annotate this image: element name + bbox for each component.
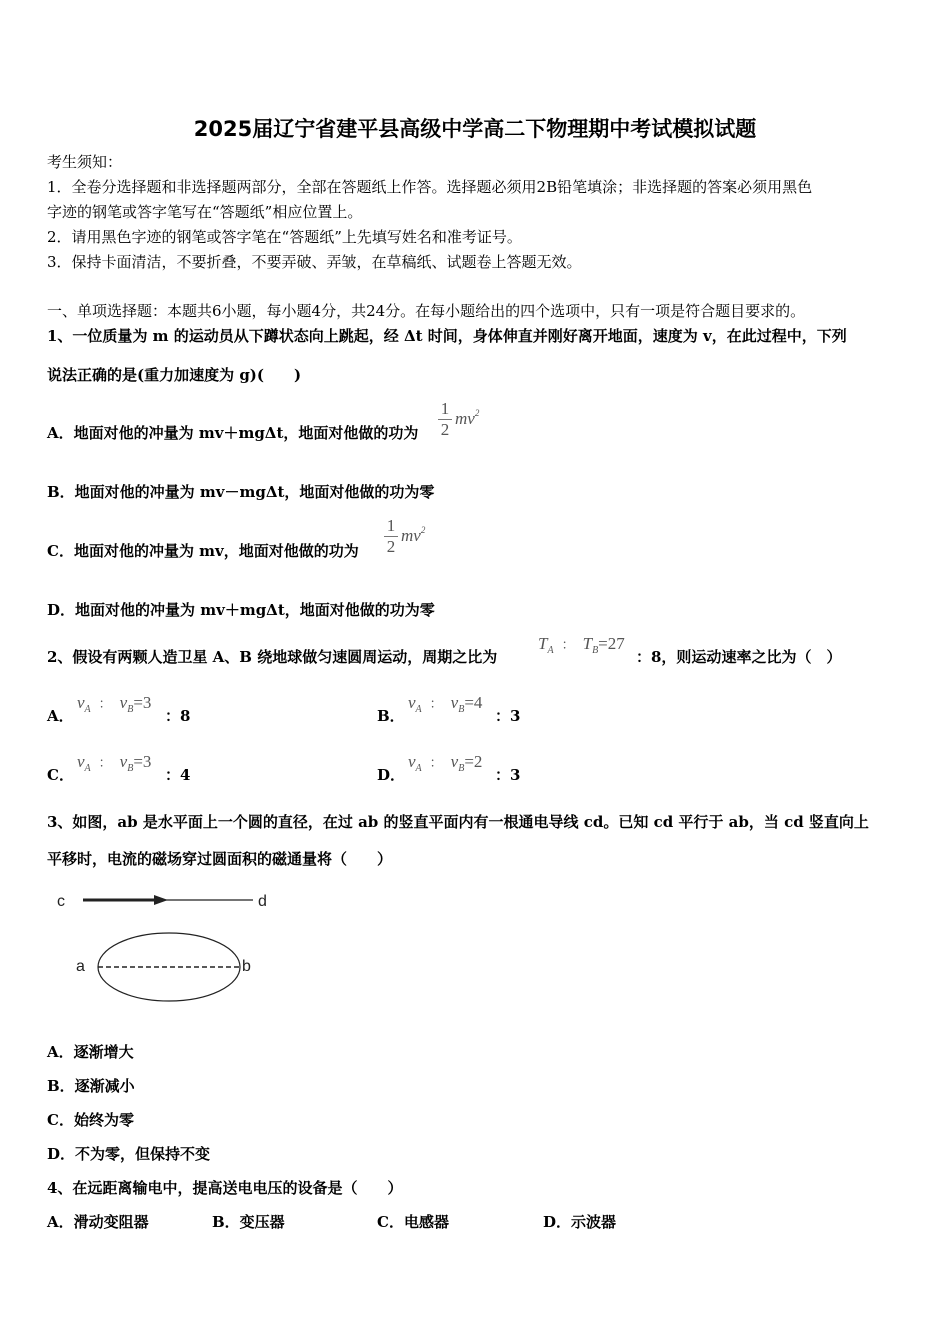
q3-option-d: D．不为零，但保持不变 xyxy=(47,1145,211,1163)
q2-option-d-tail: ：3 xyxy=(495,766,521,784)
page-title: 2025届辽宁省建平县高级中学高二下物理期中考试模拟试题 xyxy=(193,117,757,141)
q2-option-c-letter: C． xyxy=(47,766,74,784)
q3-option-c: C．始终为零 xyxy=(47,1111,134,1129)
q2-option-c-tail: ：4 xyxy=(165,766,191,784)
q1-option-c-expression: $mv^2$ xyxy=(401,525,426,545)
q4-option-c: C．电感器 xyxy=(377,1213,449,1231)
q3-option-a: A．逐渐增大 xyxy=(47,1043,134,1061)
q1-option-c: C．地面对他的冲量为 mv，地面对他做的功为 xyxy=(47,542,359,560)
q3-figure xyxy=(50,885,290,1010)
q1-option-c-fraction: 1 2 xyxy=(384,517,398,556)
q4-option-b: B．变压器 xyxy=(212,1213,285,1231)
q1-option-a-expression: $mv^2$ xyxy=(455,408,480,428)
q1-option-a: A．地面对他的冲量为 mv＋mgΔt，地面对他做的功为 xyxy=(47,424,419,442)
q4-option-d: D．示波器 xyxy=(543,1213,617,1231)
notice-item-1-line-1: 1．全卷分选择题和非选择题两部分，全部在答题纸上作答。选择题必须用2B铅笔填涂；非选择题的答案必须用黑色 xyxy=(47,178,813,196)
q2-option-a-tail: ：8 xyxy=(165,707,191,725)
notice-item-1-line-2: 字迹的钢笔或答字笔写在“答题纸”相应位置上。 xyxy=(47,203,363,221)
q2-option-a-ratio: $v_A$ ： $v_B=3$ xyxy=(77,693,152,715)
section-heading: 一、单项选择题：本题共6小题，每小题4分，共24分。在每小题给出的四个选项中，只有一项是符合题目要求的。 xyxy=(47,302,806,320)
q1-stem-line-2: 说法正确的是(重力加速度为 g)( ) xyxy=(47,366,302,384)
q3-stem-line-2: 平移时，电流的磁场穿过圆面积的磁通量将（ ） xyxy=(47,850,393,868)
q2-option-b-ratio: $v_A$ ： $v_B=4$ xyxy=(408,693,483,715)
q2-option-c-ratio: $v_A$ ： $v_B=3$ xyxy=(77,752,152,774)
fig-label-d: d xyxy=(258,893,267,910)
q2-option-d-ratio: $v_A$ ： $v_B=2$ xyxy=(408,752,483,774)
fig-label-a: a xyxy=(76,958,85,975)
q1-option-a-fraction: 1 2 xyxy=(438,400,452,439)
notice-heading: 考生须知： xyxy=(47,153,123,171)
notice-item-3: 3．保持卡面清洁，不要折叠，不要弄破、弄皱，在草稿纸、试题卷上答题无效。 xyxy=(47,253,582,271)
q3-stem-line-1: 3、如图，ab 是水平面上一个圆的直径，在过 ab 的竖直平面内有一根通电导线 cd。已知 cd 平行于 ab，当 cd 竖直向上 xyxy=(47,813,869,831)
q2-option-a-letter: A． xyxy=(47,707,74,725)
q2-option-d-letter: D． xyxy=(377,766,406,784)
q2-stem-start: 2、假设有两颗人造卫星 A、B 绕地球做匀速圆周运动，周期之比为 xyxy=(47,648,498,666)
notice-item-2: 2．请用黑色字迹的钢笔或答字笔在“答题纸”上先填写姓名和准考证号。 xyxy=(47,228,522,246)
q2-period-ratio: $T_A$ ： $T_B=27$ xyxy=(538,634,625,656)
q2-option-b-letter: B． xyxy=(377,707,405,725)
q1-option-d: D．地面对他的冲量为 mv＋mgΔt，地面对他做的功为零 xyxy=(47,601,435,619)
fig-label-b: b xyxy=(242,958,251,975)
q3-option-b: B．逐渐减小 xyxy=(47,1077,135,1095)
current-arrow-icon xyxy=(154,895,168,905)
q4-stem: 4、在远距离输电中，提高送电电压的设备是（ ） xyxy=(47,1179,403,1197)
q2-stem-end: ：8，则运动速率之比为（ ） xyxy=(636,648,842,666)
q2-option-b-tail: ：3 xyxy=(495,707,521,725)
q1-stem-line-1: 1、一位质量为 m 的运动员从下蹲状态向上跳起，经 Δt 时间，身体伸直并刚好离开地面，速度为 v，在此过程中，下列 xyxy=(47,327,847,345)
q4-option-a: A．滑动变阻器 xyxy=(47,1213,149,1231)
q1-option-b: B．地面对他的冲量为 mv－mgΔt，地面对他做的功为零 xyxy=(47,483,435,501)
fig-label-c: c xyxy=(57,893,65,910)
